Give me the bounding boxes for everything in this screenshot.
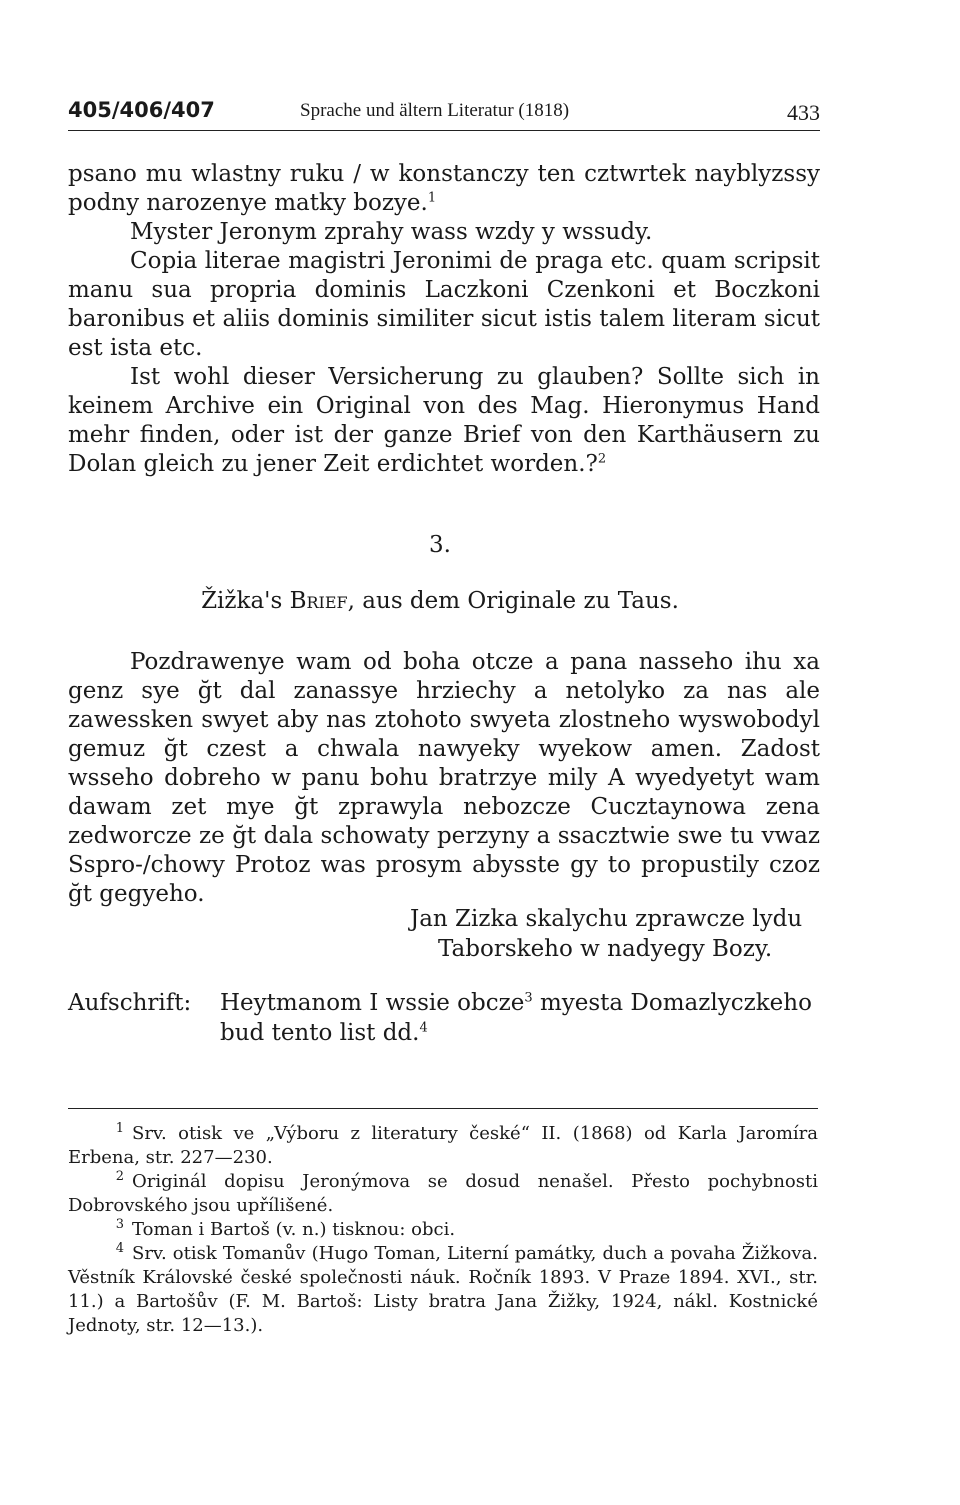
letter-paragraph: Pozdrawenye wam od boha otcze a pana nasseho ihu xa genz sye ğt dal zanassye hrziechy a netolyko za nas ale zawessken swyet aby nas ztohoto swyeta zlostneho wyswobodyl gemuz ğt czest a chwala nawyeky wyekow amen. Zadost wsseho dobreho w panu bohu bratrzye mily A wyedyetyt wam dawam zet mye ğt zprawyla nebozcze Cucztaynowa zena zedworcze ze ğt dala schowaty perzyny a ssacztwie swe tu vwaz Sspro-/chowy Protoz was prosym abysste gy to propustily czoz ğt gegyeho. [68,649,820,907]
footnote-3 [68,1218,818,1242]
main-text [68,160,820,479]
section-title-caps: Brief [289,588,348,614]
paragraph-1 [68,160,820,218]
footnote-4-number: 4 [115,1241,124,1256]
footnote-1-text: Srv. otisk ve „Výboru z literatury české“ II. (1868) od Karla Jaromíra Erbena, str. 227—230. [68,1123,818,1168]
signature-block [410,904,830,964]
paragraph-3: Copia literae magistri Jeronimi de praga etc. quam scripsit manu sua propria dominis Laczkoni Czenkoni et Boczkoni baronibus et aliis dominis similiter sicut istis talem literam sicut est ista etc. [68,248,820,361]
footnote-1-number: 1 [115,1121,124,1136]
address-text-b: myesta Domazlyczkeho bud tento list dd. [220,990,812,1046]
address-content [220,988,820,1048]
paragraph-4 [68,363,820,479]
page-number: 433 [787,100,820,125]
letter-text [68,648,820,909]
section-title-pre: Žižka's [201,588,290,614]
running-title: Sprache und ältern Literatur (1818) [300,100,570,121]
footnote-3-text: Toman i Bartoš (v. n.) tisknou: obci. [132,1219,456,1240]
section-title [0,588,880,614]
footnote-4-text: Srv. otisk Tomanův (Hugo Toman, Literní památky, duch a povaha Žižkova. Věstník Královské české společnosti náuk. Ročník 1893. V Praze 1894. XVI., str. 11.) a Bartošův (F. M. Bartoš: Listy bratra Jana Žižky, 1924, nákl. Kostnické Jednoty, str. 12—13.). [68,1243,818,1336]
paragraph-4-text: Ist wohl dieser Versicherung zu glauben? Sollte sich in keinem Archive ein Original von des Mag. Hieronymus Hand mehr finden, oder ist der ganze Brief von den Karthäusern zu Dolan gleich zu jener Zeit erdichtet worden.? [68,364,820,477]
document-number: 405/406/407 [68,98,215,122]
footnote-2 [68,1170,818,1218]
footnote-divider [68,1108,818,1109]
paragraph-1-text: psano mu wlastny ruku / w konstanczy ten cztwrtek nayblyzssy podny narozenye matky bozye. [68,161,820,216]
footnote-2-text: Originál dopisu Jeronýmova se dosud nenašel. Přesto pochybnosti Dobrovského jsou upřílišené. [68,1171,818,1216]
footnote-4 [68,1242,818,1338]
section-title-post: , aus dem Originale zu Taus. [347,588,679,614]
signature-line-1: Jan Zizka skalychu zprawcze lydu [410,906,803,932]
section-number: 3. [429,532,451,558]
footnote-1 [68,1122,818,1170]
footnotes [68,1122,818,1338]
footnote-ref-4: 4 [419,1020,428,1036]
footnote-3-number: 3 [115,1217,124,1232]
running-header [68,96,820,131]
footnote-ref-3: 3 [524,990,533,1006]
footnote-2-number: 2 [115,1169,124,1184]
address-text-a: Heytmanom I wssie obcze [220,990,525,1016]
paragraph-2: Myster Jeronym zprahy wass wzdy y wssudy. [130,219,653,245]
footnote-ref-2: 2 [597,451,607,467]
signature-line-2: Taborskeho w nadyegy Bozy. [438,936,773,962]
footnote-ref-1: 1 [427,190,437,206]
address-label: Aufschrift: [68,990,192,1016]
